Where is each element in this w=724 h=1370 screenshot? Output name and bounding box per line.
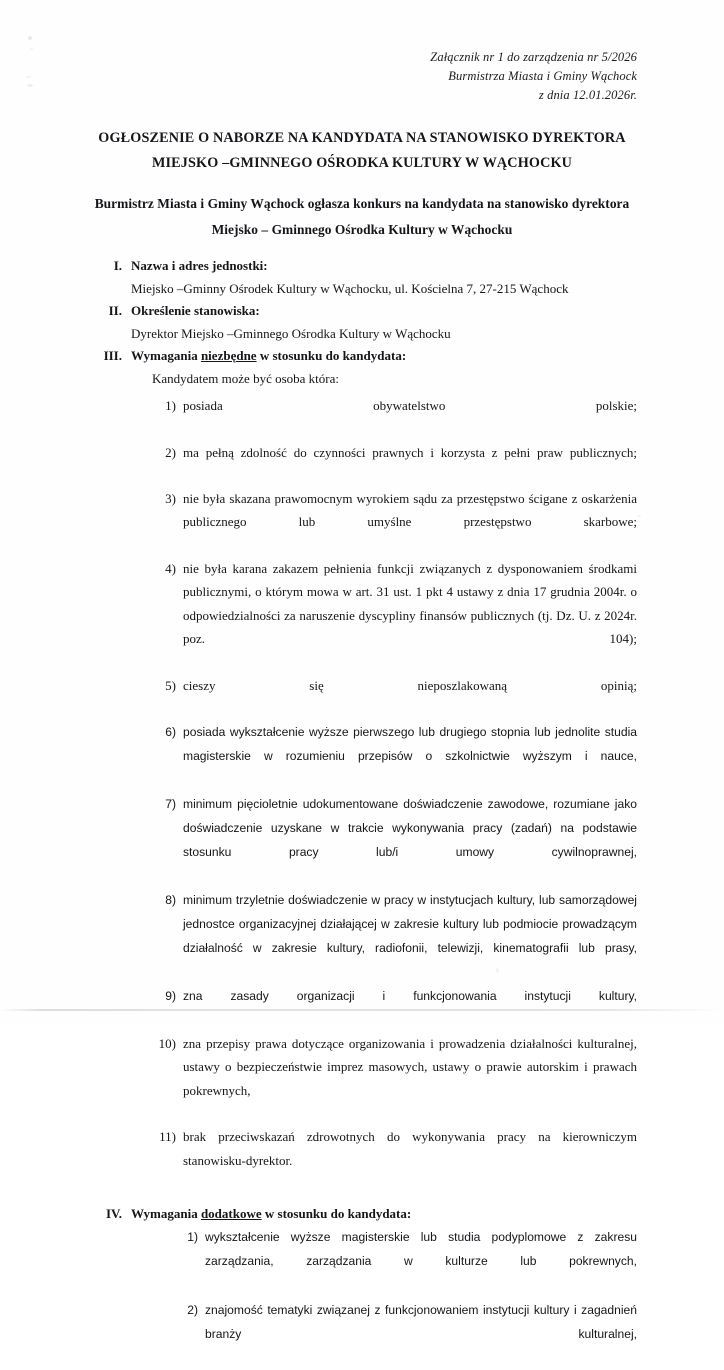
list-item-number: 5) [165,677,176,693]
section-okreslenie-stanowiska [0,300,724,345]
list-item [0,888,724,984]
scan-artifact [28,36,32,40]
list-item [0,441,724,488]
page-subtitle-line-2: Miejsko – Gminnego Ośrodka Kultury w Wąchocku [211,222,513,237]
list-item-number: 10) [158,1036,176,1052]
list-item [0,487,724,557]
list-item-text: posiada obywatelstwo polskie; [183,398,637,413]
section-heading [0,1203,724,1225]
list-item [0,720,724,792]
section-heading-suffix: w stosunku do kandydata: [261,1206,412,1222]
section-numeral: II. [108,303,122,318]
requirements-list-additional [0,1225,724,1370]
document-body [0,255,724,1370]
section-heading-emphasis: dodatkowe [200,1206,262,1222]
attachment-reference-line-3: z dnia 12.01.2026r. [538,88,637,102]
list-item-text: posiada wykształcenie wyższe pierwszego lub drugiego stopnia lub jednolite studia magisterskie w rozumieniu przepisów o szkolnictwie wyższym i nauce, [183,725,637,764]
list-item-text: znajomość tematyki związanej z funkcjonowaniem instytucji kultury i zagadnień branży kulturalnej, [205,1302,637,1342]
section-numeral: III. [103,348,122,363]
attachment-reference-line-2: Burmistrza Miasta i Gminy Wąchock [448,69,637,83]
section-heading [0,255,724,277]
section-heading [0,345,724,367]
list-item-text: nie była skazana prawomocnym wyrokiem sądu za przestępstwo ścigane z oskarżenia publicznego lub umyślne przestępstwo skarbowe; [183,491,637,530]
section-wymagania-dodatkowe [0,1203,724,1370]
list-item [0,557,724,673]
list-item [0,674,724,721]
list-item-text: brak przeciwskazań zdrowotnych do wykonywania pracy na kierowniczym stanowisku-dyrektor. [183,1129,637,1168]
list-item [0,984,724,1032]
section-heading-label: Nazwa i adres jednostki: [131,258,268,273]
list-item-text: minimum trzyletnie doświadczenie w pracy w instytucjach kultury, lub samorządowej jednostce organizacyjnej działającej w zakresie kultury lub podmiocie prowadzącym działalność w zakresie kultury, radiofonii, telewizji, kinematografii lub prasy, [183,893,637,956]
page-subtitle-line-1: Burmistrz Miasta i Gminy Wąchock ogłasza konkurs na kandydata na stanowisko dyrektora [94,196,630,211]
list-item-number: 4) [165,561,176,577]
list-item-text: nie była karana zakazem pełnienia funkcji związanych z dysponowaniem środkami publicznymi, o którym mowa w art. 31 ust. 1 pkt 4 ustawy z dnia 17 grudnia 2004r. o odpowiedzialności za naruszenie dyscypliny finansów publicznych (tj. Dz. U. z 2024r. poz. 104); [183,561,637,646]
list-item-number: 1) [165,398,176,413]
list-item-number: 8) [165,893,176,908]
section-body-text: Miejsko –Gminny Ośrodek Kultury w Wąchocku, ul. Kościelna 7, 27-215 Wąchock [131,281,569,296]
section-heading-prefix: Wymagania [131,348,201,363]
list-item-number: 11) [159,1129,176,1145]
section-numeral: I. [113,258,122,273]
section-heading-prefix: Wymagania [131,1206,201,1222]
list-item-text: zna zasady organizacji i funkcjonowania instytucji kultury, [183,989,637,1004]
list-item-number: 2) [165,444,176,460]
list-item [0,1125,724,1195]
attachment-reference-line-1: Załącznik nr 1 do zarządzenia nr 5/2026 [430,50,637,64]
list-item-text: wykształcenie wyższe magisterskie lub studia podyplomowe z zakresu zarządzania, zarządzania w kulturze lub pokrewnych, [205,1230,637,1269]
list-item-number: 9) [165,989,176,1004]
list-item-number: 1) [187,1230,198,1245]
list-item [0,792,724,888]
section-heading-label: Określenie stanowiska: [131,303,260,318]
section-body-text: Dyrektor Miejsko –Gminnego Ośrodka Kultury w Wąchocku [131,326,451,341]
section-heading [0,300,724,322]
scan-artifact [26,76,31,78]
list-item [0,1032,724,1125]
section-wymagania-niezbedne [0,345,724,1195]
section-numeral: IV. [105,1206,122,1222]
list-item-number: 3) [165,491,176,507]
section-heading-suffix: w stosunku do kandydata: [256,348,407,363]
section-heading-emphasis: niezbędne [200,348,257,363]
list-item [0,1298,724,1370]
page-title-line-2: MIEJSKO –GMINNEGO OŚRODKA KULTURY W WĄCHOCKU [151,155,573,171]
list-item-number: 2) [187,1302,198,1317]
requirements-list-essential [0,394,724,1195]
list-item-text: ma pełną zdolność do czynności prawnych i korzysta z pełni praw publicznych; [183,444,637,460]
list-item-text: zna przepisy prawa dotyczące organizowania i prowadzenia działalności kulturalnej, ustawy o bezpieczeństwie imprez masowych, ustawy o prawie autorskim i prawach pokrewnych, [183,1036,637,1098]
section-nazwa-i-adres [0,255,724,300]
page-title [87,126,637,176]
list-item-number: 6) [165,725,176,740]
list-item-number: 7) [165,797,176,812]
requirements-lead-in: Kandydatem może być osoba która: [152,371,339,386]
list-item [0,394,724,441]
list-item-text: cieszy się nieposzlakowaną opinią; [183,677,637,693]
attachment-reference [430,48,637,105]
list-item-text: minimum pięcioletnie udokumentowane doświadczenie zawodowe, rozumiane jako doświadczenie uzyskane w trakcie wykonywania pracy (zadań) na podstawie stosunku pracy lub/i umowy cywilnoprawnej, [183,797,637,860]
list-item [0,1225,724,1298]
page-subtitle [87,191,637,243]
scan-artifact [27,84,33,87]
page-title-line-1: OGŁOSZENIE O NABORZE NA KANDYDATA NA STANOWISKO DYREKTORA [98,130,626,146]
scan-artifact [30,48,33,50]
